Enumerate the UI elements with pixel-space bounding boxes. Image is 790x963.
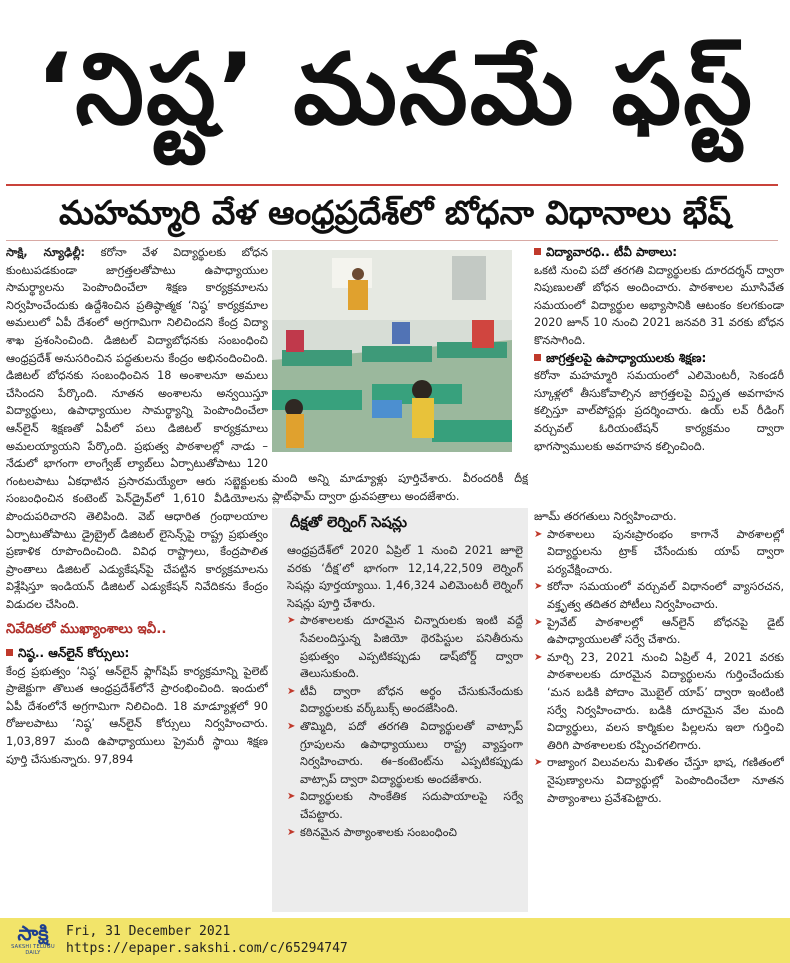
arrow-bullet-icon: ➤ [287,791,296,803]
sakshi-logo[interactable] [8,922,58,958]
list-item: ➤ టీవీ ద్వారా బోధన అర్థం చేసుకునేందుకు విద్యార్థులకు వర్క్‌బుక్స్ అందజేసింది. [287,684,523,716]
bullet-square-icon [6,649,13,656]
list-item: ➤ రాజ్యాంగ విలువలను మిళితం చేస్తూ భాష, గణితంలో నైపుణ్యాలను విద్యార్థుల్లో పెంపొందించేలా నూతన పాఠ్యాంశాలు ప్రవేశపెట్టారు. [534,756,784,805]
logo-text: సాక్షి [17,921,49,945]
list-item: ➤ పాఠశాలలకు దూరమైన చిన్నారులకు ఇంటి వద్దే సేవలందిస్తున్న పిజియో థెరపిస్టుల పనితీరును ప్రభుత్వం ఎప్పటికప్పుడు డాష్‌బోర్డ్ ద్వారా తెలుసుకుంది. [287,614,523,681]
arrow-bullet-icon: ➤ [287,720,296,732]
box-continuation: జూమ్ తరగతులు నిర్వహించారు. [534,510,677,523]
sub-heading: నిష్ఠ.. ఆన్‌లైన్ కోర్సులు: [6,645,268,663]
arrow-bullet-icon: ➤ [534,651,543,663]
arrow-bullet-icon: ➤ [287,685,296,697]
photo-caption: మంది అన్ని మాడ్యూళ్లు పూర్తిచేశారు. వీరందరికీ దీక్ష ప్లాట్‌ఫామ్ ద్వారా ధ్రువపత్రాలు అందజేశారు. [272,472,528,503]
section-heading: నివేదికలో ముఖ్యాంశాలు ఇవీ.. [6,621,167,638]
box-content [287,542,523,910]
article-column-1 [6,244,268,914]
headline: ‘నిష్ట’ మనమే ఫస్ట్ [35,33,754,147]
arrow-bullet-icon: ➤ [287,615,296,627]
list-item: ➤ తొమ్మిది, పదో తరగతి విద్యార్థులతో వాట్సాప్ గ్రూపులను ఉపాధ్యాయులు రాష్ట్ర వ్యాప్తంగా నిర్వహించారు. ఈ–కంటెంట్‌ను ఎప్పటికప్పుడు వాట్సాప్ ద్వారా విద్యార్థులకు అందజేశారు. [287,719,523,786]
article-paragraph: ఒకటి నుంచి పదో తరగతి విద్యార్థులకు దూరదర్శన్ ద్వారా నిపుణులతో బోధన అందించారు. పాఠశాలల మూసివేత సమయంలో విద్యార్థుల అభ్యాసానికి ఆటంకం కలగకుండా 2020 జూన్ 10 నుంచి 2021 జనవరి 31 వరకు బోధన కొనసాగింది. [534,263,784,347]
bullet-square-icon [534,248,541,255]
bullet-square-icon [534,354,541,361]
subheadline: మహమ్మారి వేళ ఆంధ్రప్రదేశ్‌లో బోధనా విధానాలు భేష్ [59,193,731,232]
list-item: ➤ ప్రైవేట్ పాఠశాలల్లో ఆన్‌లైన్ బోధనపై డైట్ ఉపాధ్యాయులతో సర్వే చేశారు. [534,615,784,647]
box-title: దీక్షతో లెర్నింగ్ సెషన్లు [290,515,407,531]
sub-heading: జాగ్రత్తలపై ఉపాధ్యాయులకు శిక్షణ: [534,350,784,368]
article-photo [272,250,512,452]
box-intro: ఆంధ్రప్రదేశ్‌లో 2020 ఏప్రిల్ 1 నుంచి 2021 జూలై వరకు ‘దీక్ష’లో భాగంగా 12,14,22,509 లెర్నింగ్ సెషన్లు పూర్తయ్యాయి. 1,46,324 ఎలిమెంటరీ లెర్నింగ్ సెషన్లు పూర్తి చేశారు. [287,544,523,610]
divider [6,240,778,241]
epaper-link[interactable]: https://epaper.sakshi.com/c/65294747 [66,941,348,956]
article-column-3-top [534,244,784,508]
article-paragraph: కరోనా మహమ్మారి సమయంలో ఎలిమెంటరీ, సెకండరీ స్కూళ్లలో తీసుకోవాల్సిన జాగ్రత్తలపై విస్తృత అవగాహన కల్పిస్తూ వాల్‌పోస్టర్లు ప్రదర్శించారు. ఉయ్ లవ్ రీడింగ్ వర్చువల్ ఓరియంటేషన్ కార్యక్రమం ద్వారా భాగస్వాములకు అవగాహన కల్పించింది. [534,369,784,453]
arrow-bullet-icon: ➤ [534,581,543,593]
classroom-photo-icon [272,250,512,452]
dateline: సాక్షి, న్యూఢిల్లీ: [6,246,86,259]
list-item: ➤ మార్చి 23, 2021 నుంచి ఏప్రిల్ 4, 2021 వరకు పాఠశాలలకు దూరమైన విద్యార్థులను గుర్తించేందుకు ‘మన బడికి పోదాం మొబైల్ యాప్’ ద్వారా ఇంటింటి సర్వే నిర్వహించారు. బడికి దూరమైన వేల మంది విద్యార్థులు, వలస కార్మికుల పిల్లలను ఇలా గుర్తించి తిరిగి పాఠశాలలకు రప్పించగలిగారు. [534,650,784,752]
arrow-bullet-icon: ➤ [287,826,296,838]
list-item: ➤ కరోనా సమయంలో వర్చువల్ విధానంలో వ్యాసరచన, వక్తృత్వ తదితర పోటీలు నిర్వహించారు. [534,580,784,611]
list-item: ➤ కఠినమైన పాఠ్యాంశాలకు సంబంధించి [287,824,523,842]
arrow-bullet-icon: ➤ [534,757,543,769]
box-bullet-list [287,612,523,841]
article-column-3-bottom [534,508,784,912]
sub-heading: విద్యావారధి.. టీవీ పాఠాలు: [534,244,784,262]
article-paragraph: కేంద్ర ప్రభుత్వం ‘నిష్ఠ’ ఆన్‌లైన్ ఫ్లాగ్‌షిప్ కార్యక్రమాన్ని పైలెట్ ప్రాజెక్టుగా తొలుత ఆంధ్రప్రదేశ్‌లోనే ప్రారంభించింది. ఇందులో ఏపీ దేశంలోనే అగ్రగామిగా నిలిచింది. 18 మాడ్యూళ్లలో 90 రోజులపాటు ‘నిష్ఠ’ ఆన్‌లైన్ కోర్సులు నిర్వహించారు. 1,03,897 మంది ఉపాధ్యాయులు ప్రైమరీ స్థాయి శిక్షణ పూర్తి చేసుకున్నారు. 97,894 [6,664,268,766]
article-body: కరోనా వేళ విద్యార్థులకు బోధన కుంటుపడకుండా జాగ్రత్తలతోపాటు ఉపాధ్యాయుల సామర్థ్యాలను పెంపొందించేలా శిక్షణ కార్యక్రమాలను నిర్వహించేందుకు ఉద్దేశించిన ప్రతిష్ఠాత్మక ‘నిష్ఠ’ కార్యక్రమాల అమలులో ఏపీ దేశంలో అగ్రగామిగా నిలిచిందని కేంద్ర విద్యా శాఖ ప్రశంసించింది. డిజిటల్ విద్యాబోధనకు సంబంధించి ఆంధ్రప్రదేశ్ అనుసరించిన పద్ధతులను కేంద్రం అభినందించింది. డిజిటల్ బోధనకు సంబంధించిన 18 అంశాలనూ అమలు చేసిందని పేర్కొంది. నూతన అంశాలను అన్వయిస్తూ విద్యార్థులు, ఉపాధ్యాయుల సామర్థ్యాన్ని పెంపొందించేలా ఆన్‌లైన్ శిక్షణతో ఏపీలో పలు డిజిటల్ కార్యక్రమాలు అమలయ్యాయని పేర్కొంది. ప్రభుత్వ పాఠశాలల్లో నాడు – నేడులో భాగంగా లాంగ్వేజ్ ల్యాబ్‌లు ఏర్పాటుతోపాటు 120 గంటలపాటు ఏకధాటిన ప్రసారమయ్యేలా ఆరు సబ్జెక్టులకు సంబంధించిన కంటెంట్ పెన్‌డ్రైవ్‌లో 1,610 వీడియోలను పొందుపరిచారని తెలిపింది. వెబ్ ఆధారిత గ్రంథాలయాల ఏర్పాటుతోపాటు డ్రైబ్రైల్ డిజిటల్ లైసెన్స్‌పై రాష్ట్ర ప్రభుత్వం ప్రణాళిక రూపొందించింది. వివిధ రాష్ట్రాలు, కేంద్రపాలిత ప్రాంతాలు డిజిటల్ ఎడ్యుకేషన్‌పై చేపట్టిన కార్యక్రమాలను విశ్లేషిస్తూ ఇండియన్ డిజిటల్ ఎడ్యుకేషన్ నివేదికను కేంద్రం విడుదల చేసింది. [6,246,268,611]
logo-tagline: SAKSHI TELUGU DAILY [11,944,55,956]
list-item: ➤ విద్యార్థులకు సాంకేతిక సదుపాయాలపై సర్వే చేపట్టారు. [287,790,523,821]
edition-date: Fri, 31 December 2021 [66,924,231,939]
list-item: ➤ పాఠశాలలు పునఃప్రారంభం కాగానే పాఠశాలల్లో విద్యార్థులను ట్రాక్ చేసేందుకు యాప్ ద్వారా పర్యవేక్షించారు. [534,527,784,576]
arrow-bullet-icon: ➤ [534,616,543,628]
box-bullet-list [534,526,784,808]
article-paragraph [6,244,268,613]
arrow-bullet-icon: ➤ [534,528,543,540]
divider [6,184,778,186]
